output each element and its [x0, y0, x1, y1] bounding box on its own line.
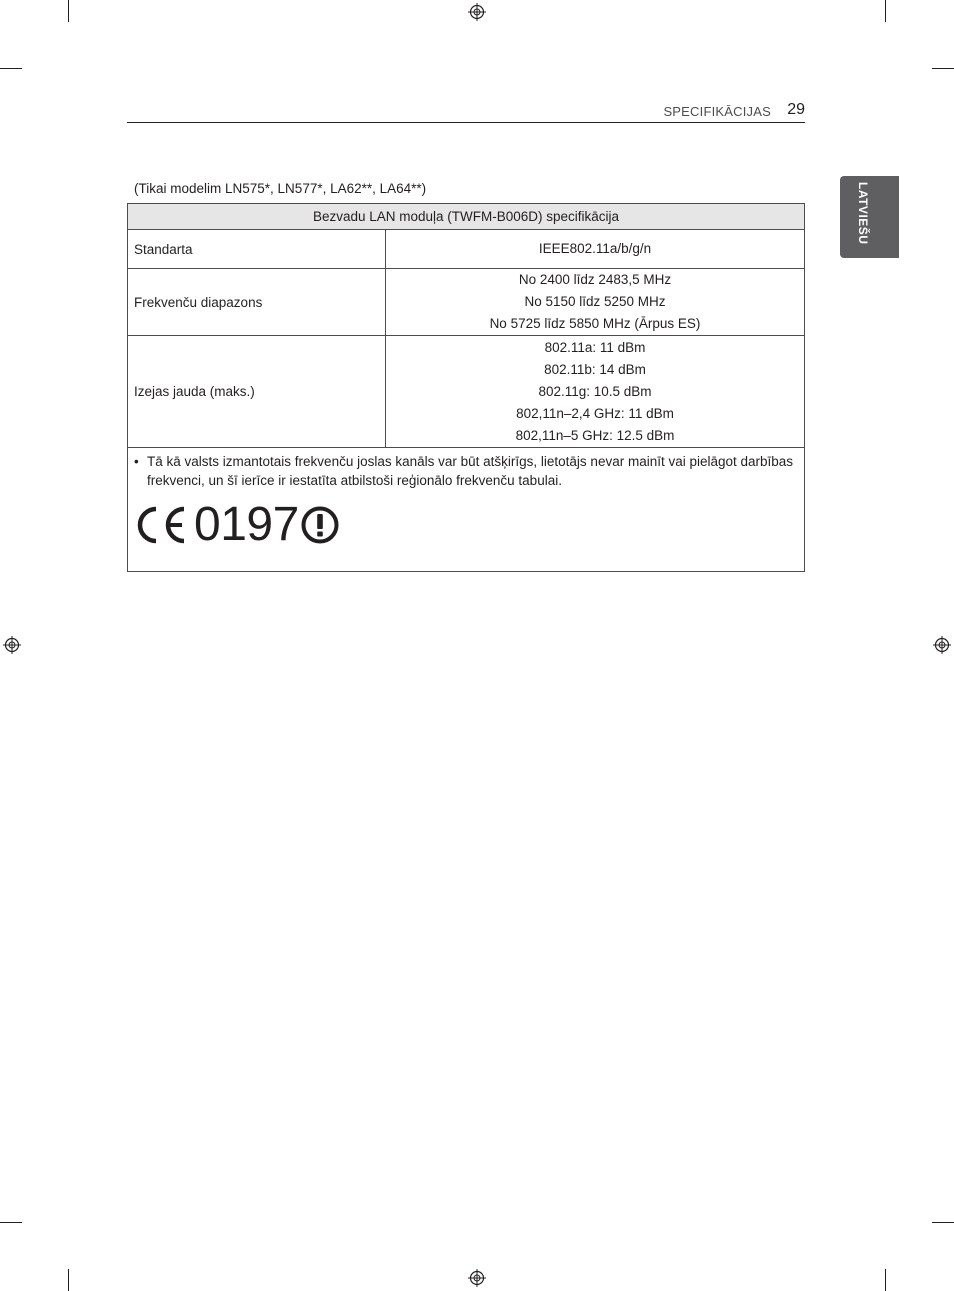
value-line: No 5725 līdz 5850 MHz (Ārpus ES)	[489, 316, 701, 331]
footnote-cell	[128, 448, 805, 572]
ce-marking	[134, 498, 798, 551]
page-header	[127, 100, 805, 123]
alert-mark-icon	[301, 506, 339, 544]
table-row	[128, 269, 805, 336]
row-value	[386, 336, 805, 448]
crop-mark	[932, 1222, 954, 1223]
crop-mark	[68, 0, 69, 22]
language-tab-label: LATVIEŠU	[856, 182, 870, 245]
crop-mark	[0, 68, 22, 69]
table-title-row	[128, 204, 805, 230]
section-title: SPECIFIKĀCIJAS	[663, 104, 771, 119]
footnote-bullet	[134, 452, 798, 490]
table-footer-row	[128, 448, 805, 572]
value-line: 802.11g: 10.5 dBm	[538, 383, 652, 399]
value-line: 802.11a: 11 dBm	[544, 339, 646, 355]
table-title: Bezvadu LAN moduļa (TWFM-B006D) specifikācija	[128, 204, 805, 230]
footnote-text: Tā kā valsts izmantotais frekvenču joslas kanāls var būt atšķirīgs, lietotājs nevar mainīt vai pielāgot darbības frekvenci, un šī ierīce ir iestatīta atbilstoši reģionālo frekvenču tabulai.	[147, 454, 794, 488]
model-note: (Tikai modelim LN575*, LN577*, LA62**, LA64**)	[134, 181, 427, 196]
registration-mark-icon	[3, 636, 21, 654]
value-line: 802,11n–5 GHz: 12.5 dBm	[515, 427, 675, 443]
value-line: 802.11b: 14 dBm	[544, 361, 646, 377]
crop-mark	[885, 1269, 886, 1291]
row-label: Izejas jauda (maks.)	[128, 336, 386, 448]
page-number: 29	[787, 101, 805, 118]
crop-mark	[68, 1269, 69, 1291]
row-label: Frekvenču diapazons	[128, 269, 386, 336]
notified-body-number: 0197	[194, 498, 299, 551]
crop-mark	[0, 1222, 22, 1223]
table-row	[128, 336, 805, 448]
row-label: Standarta	[128, 230, 386, 269]
wireless-lan-spec-table	[127, 203, 805, 572]
value-line: IEEE802.11a/b/g/n	[538, 241, 652, 256]
registration-mark-icon	[468, 3, 486, 21]
row-value	[386, 230, 805, 269]
crop-mark	[885, 0, 886, 22]
crop-mark	[932, 68, 954, 69]
value-line: 802,11n–2,4 GHz: 11 dBm	[516, 405, 674, 421]
bullet-dot: •	[134, 454, 139, 469]
value-line: No 2400 līdz 2483,5 MHz	[518, 272, 672, 287]
registration-mark-icon	[933, 636, 951, 654]
value-line: No 5150 līdz 5250 MHz	[524, 294, 666, 309]
registration-mark-icon	[468, 1269, 486, 1287]
language-tab	[840, 176, 899, 258]
row-value	[386, 269, 805, 336]
table-row	[128, 230, 805, 269]
ce-logo-icon	[134, 505, 188, 545]
